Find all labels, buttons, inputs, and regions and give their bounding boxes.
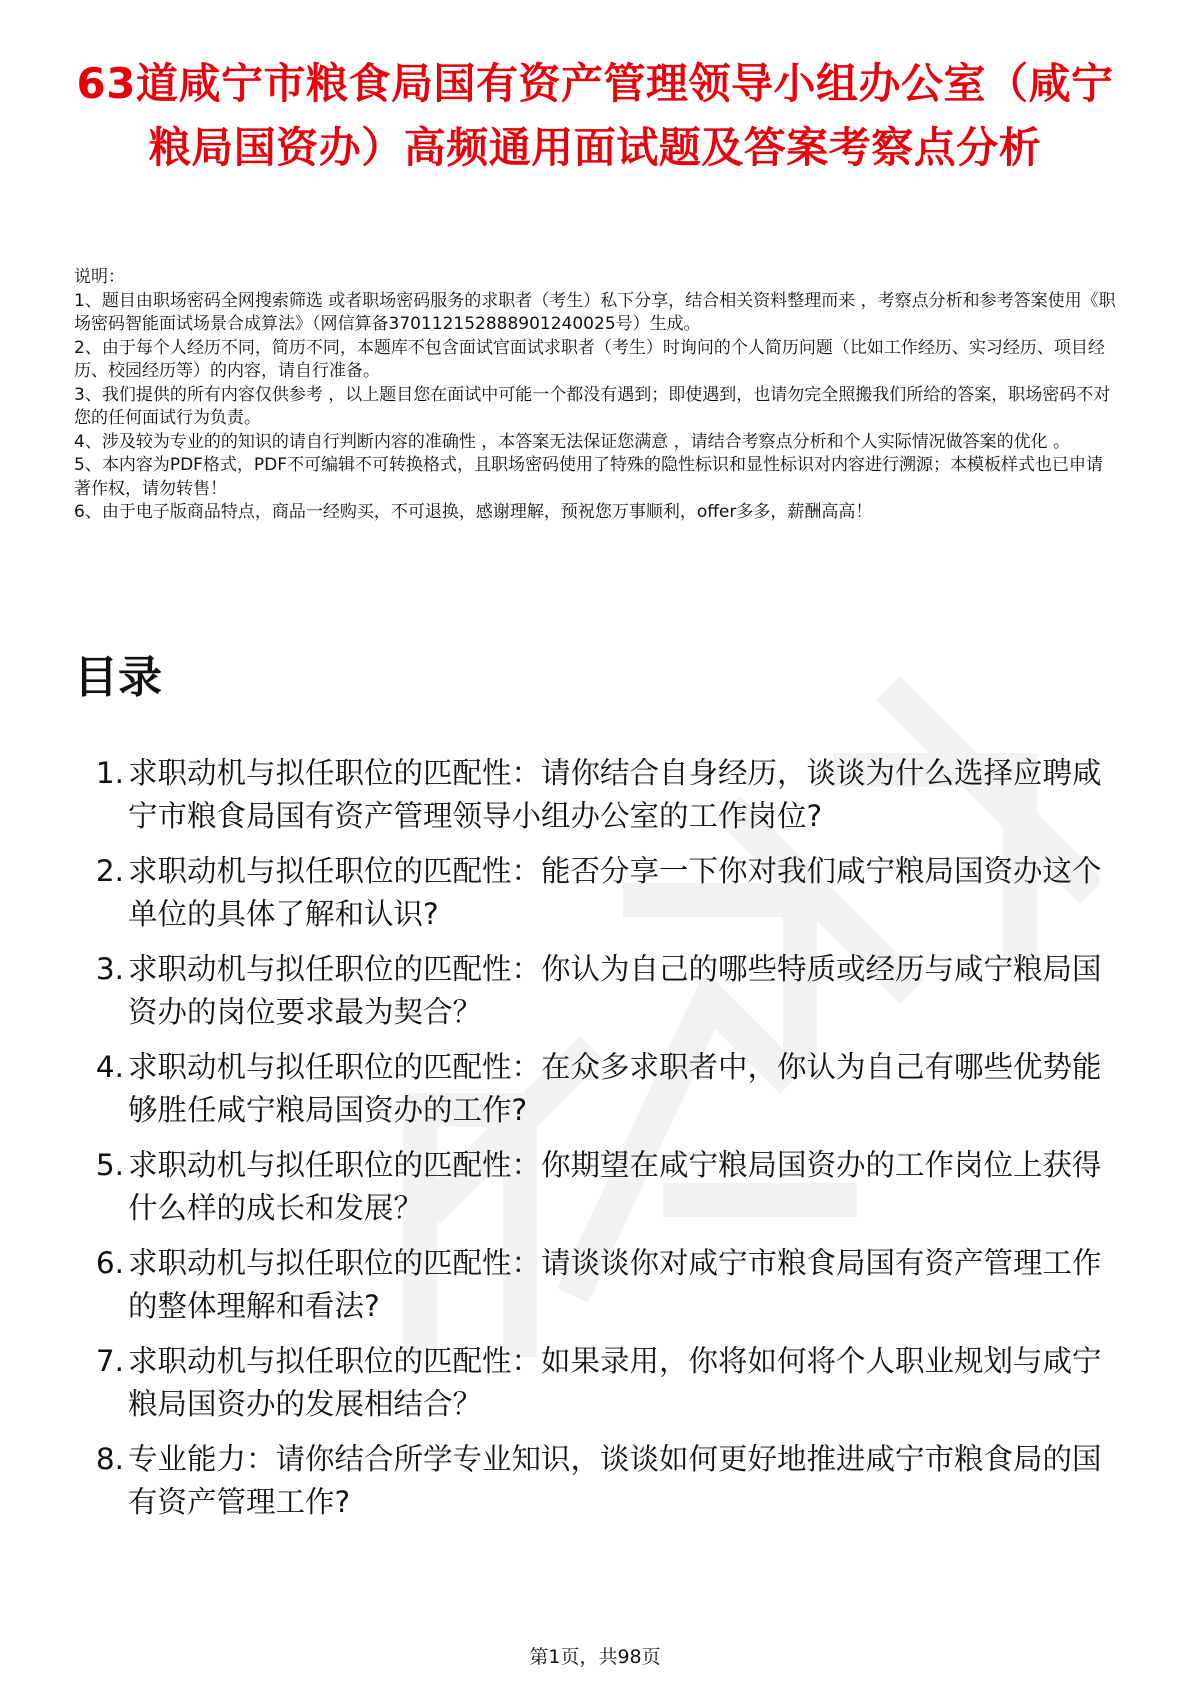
toc-item-text: 专业能力：请你结合所学专业知识，谈谈如何更好地推进咸宁市粮食局的国有资产管理工作? (128, 1442, 1102, 1519)
toc-item-number: 6. (95, 1246, 124, 1280)
toc-item[interactable] (74, 752, 1119, 838)
toc-item-number: 4. (95, 1050, 124, 1084)
note-item: 2、由于每个人经历不同，简历不同，本题库不包含面试官面试求职者（考生）时询问的个人简历问题（比如工作经历、实习经历、项目经历、校园经历等）的内容，请自行准备。 (74, 337, 1105, 381)
page-footer: 第1页，共98页 (529, 1646, 661, 1668)
toc-item-number: 8. (95, 1442, 124, 1476)
document-title: 63道咸宁市粮食局国有资产管理领导小组办公室（咸宁粮局国资办）高频通用面试题及答案考察点分析 (76, 59, 1114, 172)
toc-item-number: 5. (95, 1148, 124, 1182)
toc-item-text: 求职动机与拟任职位的匹配性：在众多求职者中，你认为自己有哪些优势能够胜任咸宁粮局国资办的工作? (128, 1050, 1102, 1127)
toc-item-number: 3. (95, 952, 124, 986)
toc-item[interactable] (74, 948, 1119, 1034)
toc-item[interactable] (74, 1144, 1119, 1230)
note-item: 4、涉及较为专业的的知识的请自行判断内容的准确性 ，本答案无法保证您满意 ，请结合考察点分析和个人实际情况做答案的优化 。 (74, 431, 1071, 452)
toc-item-text: 求职动机与拟任职位的匹配性：你期望在咸宁粮局国资办的工作岗位上获得什么样的成长和发展？ (128, 1148, 1102, 1225)
toc-item-number: 7. (95, 1344, 124, 1378)
toc-item[interactable] (74, 1242, 1119, 1328)
toc-item-number: 1. (95, 756, 124, 790)
notes-heading: 说明： (74, 267, 125, 287)
note-item: 3、我们提供的所有内容仅供参考 ，以上题目您在面试中可能一个都没有遇到；即使遇到，也请勿完全照搬我们所给的答案，职场密码不对您的任何面试行为负责。 (74, 384, 1111, 428)
toc-item-text: 求职动机与拟任职位的匹配性：能否分享一下你对我们咸宁粮局国资办这个单位的具体了解和认识? (128, 854, 1102, 931)
note-item: 6、由于电子版商品特点，商品一经购买，不可退换，感谢理解，预祝您万事顺利，offer多多，薪酬高高！ (74, 502, 873, 522)
toc-item-text: 求职动机与拟任职位的匹配性：你认为自己的哪些特质或经历与咸宁粮局国资办的岗位要求最为契合？ (128, 952, 1102, 1029)
note-item: 5、本内容为PDF格式，PDF不可编辑不可转换格式，且职场密码使用了特殊的隐性标识和显性标识对内容进行溯源；本模板样式也已申请著作权，请勿转售！ (74, 455, 1104, 499)
toc-item-text: 求职动机与拟任职位的匹配性：如果录用，你将如何将个人职业规划与咸宁粮局国资办的发展相结合？ (128, 1344, 1102, 1421)
toc-item-number: 2. (95, 854, 124, 888)
table-of-contents (74, 752, 1119, 1536)
disclaimer-notes (74, 266, 1119, 525)
toc-item[interactable] (74, 850, 1119, 936)
toc-item-text: 求职动机与拟任职位的匹配性：请你结合自身经历，谈谈为什么选择应聘咸宁市粮食局国有资产管理领导小组办公室的工作岗位? (128, 756, 1102, 833)
toc-item[interactable] (74, 1046, 1119, 1132)
toc-item[interactable] (74, 1340, 1119, 1426)
toc-item[interactable] (74, 1438, 1119, 1524)
toc-heading: 目录 (74, 652, 162, 703)
note-item: 1、题目由职场密码全网搜索筛选 或者职场密码服务的求职者（考生）私下分享，结合相关资料整理而来 ，考察点分析和参考答案使用《职场密码智能面试场景合成算法》（网信算备370112152888901240025号）生成。 (74, 290, 1116, 334)
toc-item-text: 求职动机与拟任职位的匹配性：请谈谈你对咸宁市粮食局国有资产管理工作的整体理解和看法? (128, 1246, 1102, 1323)
